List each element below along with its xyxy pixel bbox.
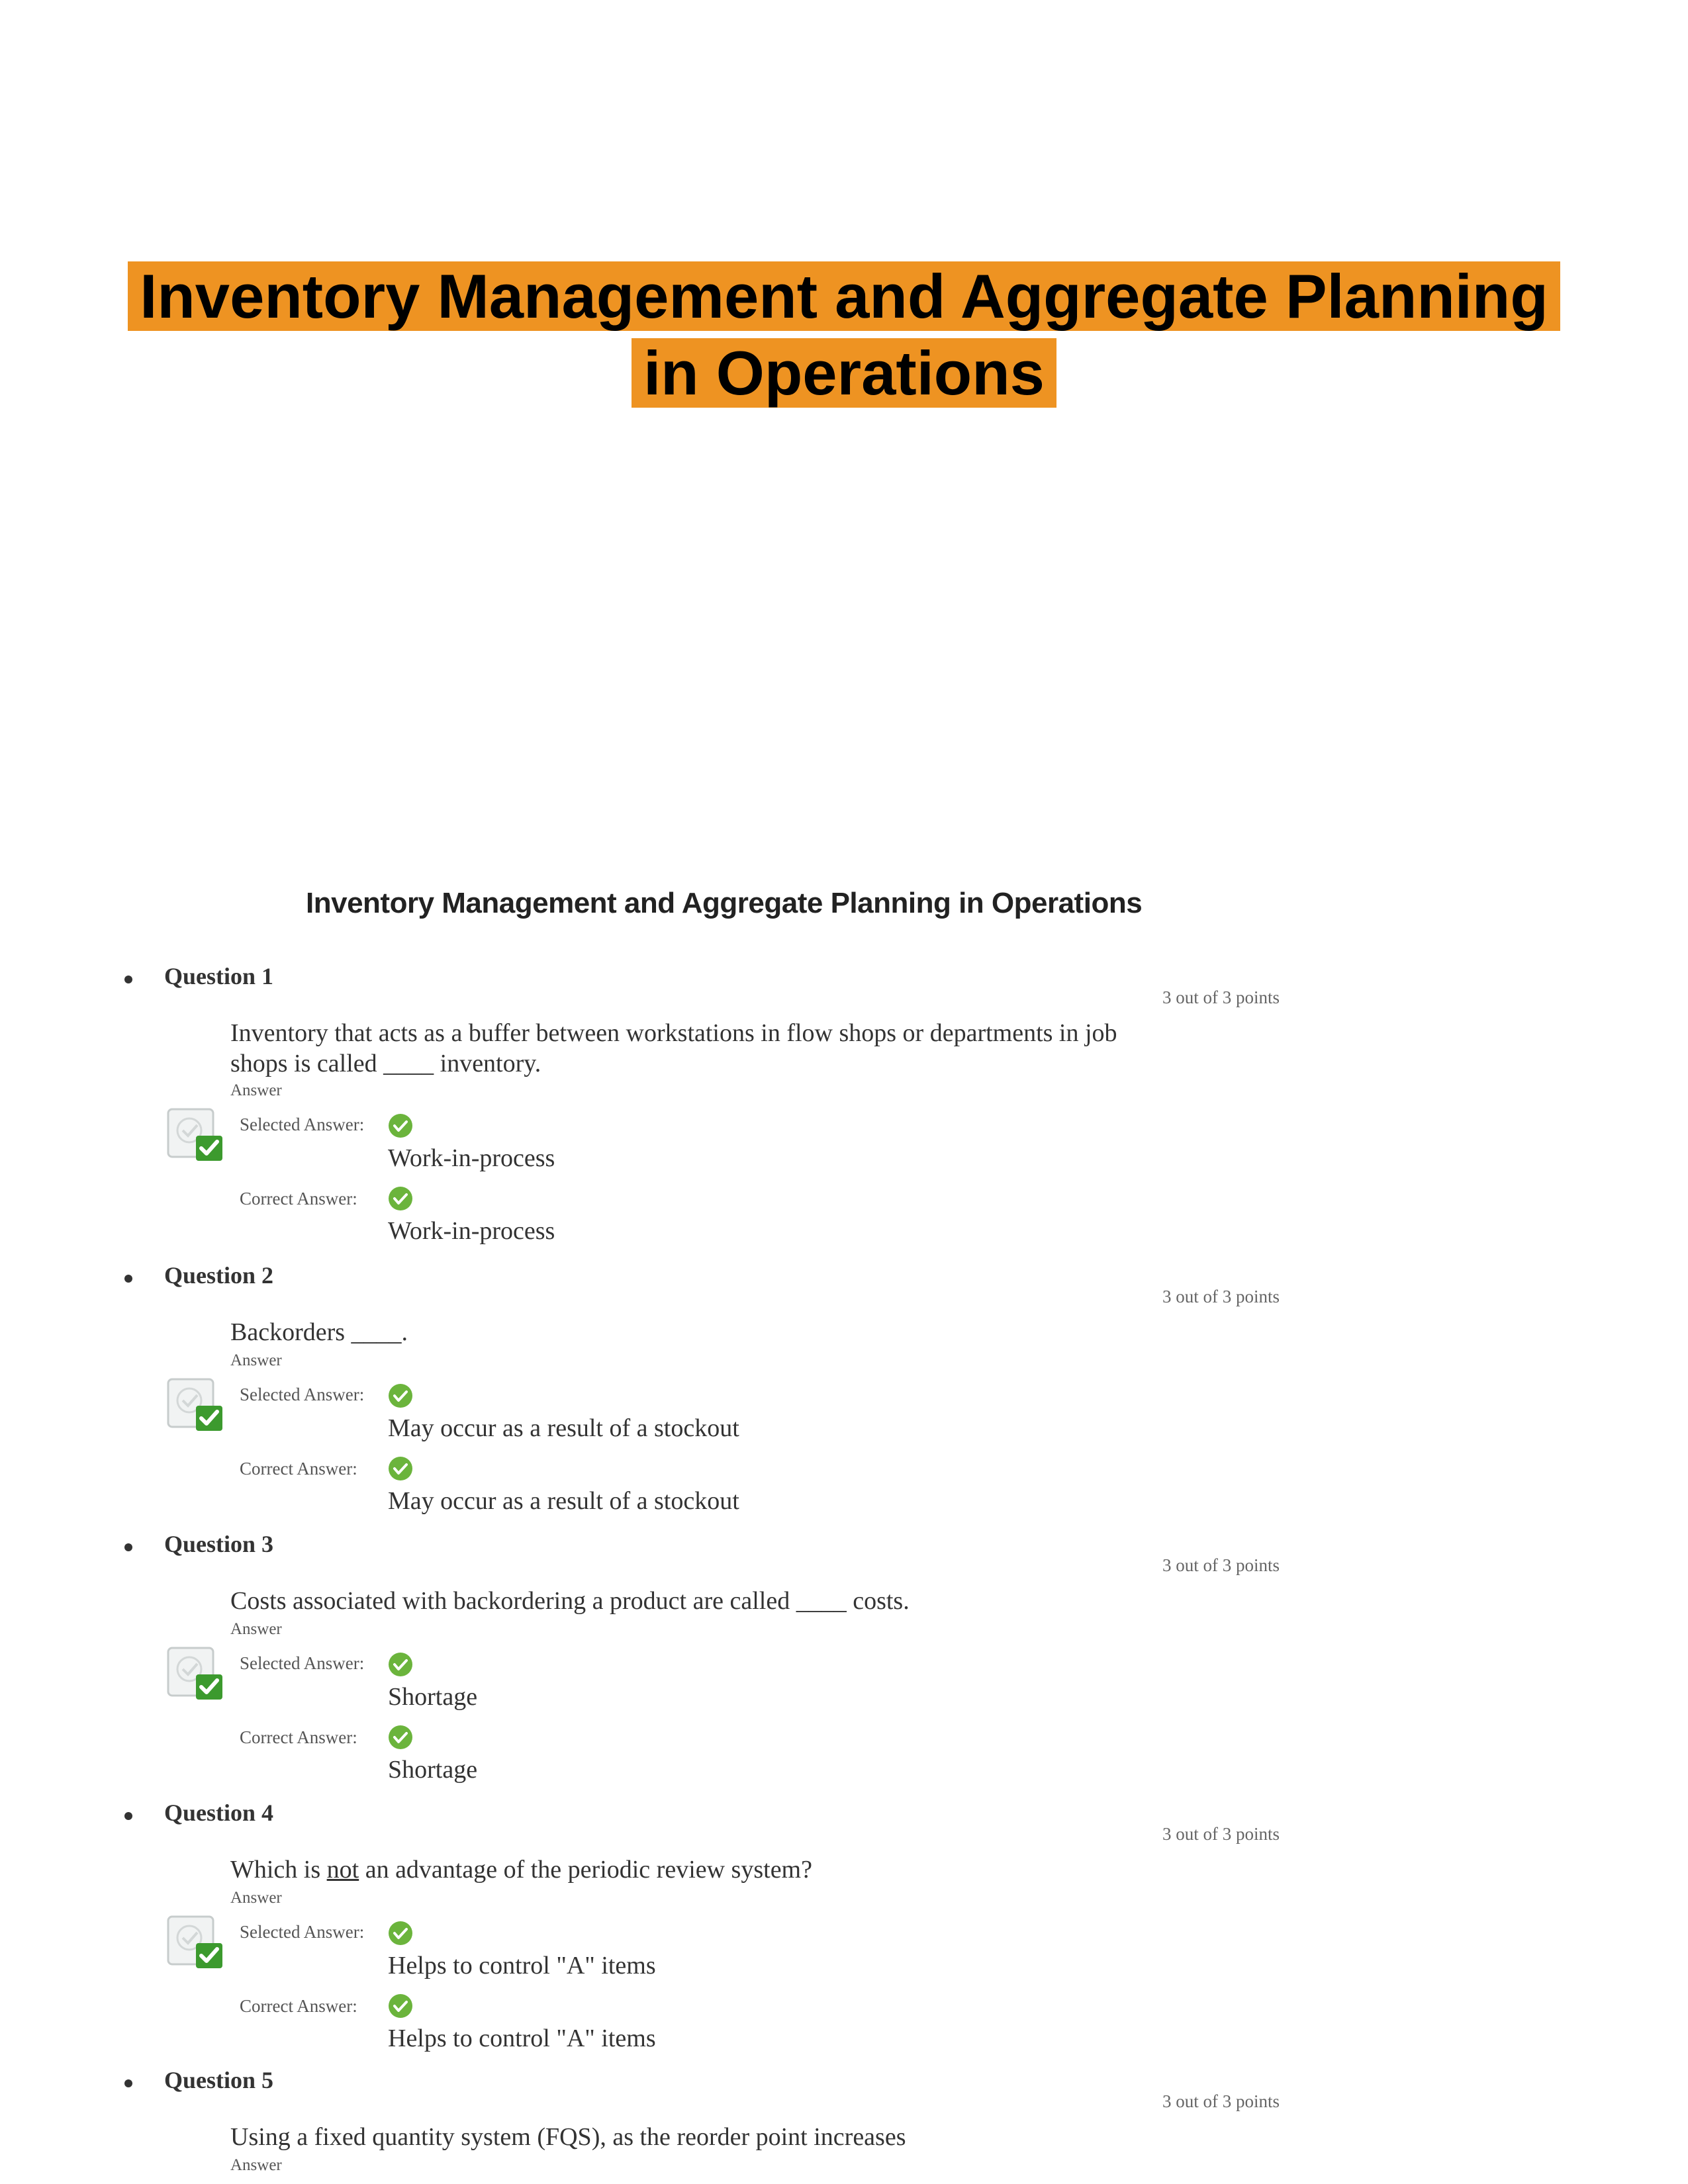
question-title: Question 3 (164, 1531, 274, 1557)
question-points: 3 out of 3 points (1162, 1287, 1280, 1306)
selected-answer-label: Selected Answer: (240, 1385, 365, 1404)
correct-answer-value: Work-in-process (388, 1217, 555, 1245)
correct-answer-label: Correct Answer: (240, 1996, 357, 2016)
question-title: Question 1 (164, 963, 274, 989)
question-text: Inventory that acts as a buffer between workstations in flow shops or departments in job shops is called ____ inventory. (230, 1019, 1117, 1077)
page-title-line-1: Inventory Management and Aggregate Planning (128, 261, 1560, 331)
bullet-icon (124, 2079, 132, 2087)
question-points: 3 out of 3 points (1162, 2091, 1280, 2111)
answer-label: Answer (230, 1351, 282, 1369)
answer-label: Answer (230, 1620, 282, 1638)
answer-label: Answer (230, 1889, 282, 1907)
bullet-icon (124, 976, 132, 983)
correct-answer-value: May occur as a result of a stockout (388, 1487, 739, 1515)
answer-label: Answer (230, 2156, 282, 2174)
selected-answer-value: Helps to control "A" items (388, 1952, 656, 1979)
graded-answer-icon (165, 1107, 225, 1163)
question-text-part: Which is (230, 1856, 327, 1884)
bullet-icon (124, 1275, 132, 1283)
question-block-4 (0, 1794, 1688, 2058)
check-circle-icon (388, 1921, 413, 1946)
question-text-part: an advantage of the periodic review system? (359, 1856, 812, 1884)
question-block-3 (0, 1525, 1688, 1790)
check-circle-icon (388, 1725, 413, 1750)
question-title: Question 4 (164, 1799, 274, 1826)
question-text: Using a fixed quantity system (FQS), as the reorder point increases (230, 2123, 906, 2151)
correct-answer-value: Shortage (388, 1756, 478, 1784)
selected-answer-label: Selected Answer: (240, 1115, 365, 1134)
graded-answer-icon (165, 1377, 225, 1433)
selected-answer-value: May occur as a result of a stockout (388, 1414, 739, 1442)
check-circle-icon (388, 1186, 413, 1211)
check-circle-icon (388, 1993, 413, 2019)
graded-answer-icon (165, 1645, 225, 1702)
page-title-line-2: in Operations (632, 338, 1056, 408)
question-text-emphasis: not (326, 1856, 359, 1884)
quiz-heading: Inventory Management and Aggregate Planning in Operations (306, 887, 1143, 919)
selected-answer-value: Shortage (388, 1683, 478, 1711)
question-block-2 (0, 1256, 1688, 1521)
check-circle-icon (388, 1456, 413, 1481)
question-title: Question 5 (164, 2067, 274, 2093)
question-points: 3 out of 3 points (1162, 1555, 1280, 1575)
selected-answer-label: Selected Answer: (240, 1653, 365, 1673)
question-title: Question 2 (164, 1262, 274, 1289)
correct-answer-label: Correct Answer: (240, 1189, 357, 1208)
question-block-5 (0, 2061, 1688, 2184)
question-text: Costs associated with backordering a product are called ____ costs. (230, 1587, 910, 1615)
check-circle-icon (388, 1383, 413, 1408)
correct-answer-label: Correct Answer: (240, 1727, 357, 1747)
answer-label: Answer (230, 1081, 282, 1099)
page-title (0, 258, 1688, 412)
question-block-1 (0, 957, 1688, 1245)
selected-answer-label: Selected Answer: (240, 1922, 365, 1942)
check-circle-icon (388, 1652, 413, 1677)
selected-answer-value: Work-in-process (388, 1144, 555, 1172)
question-points: 3 out of 3 points (1162, 1824, 1280, 1844)
graded-answer-icon (165, 1914, 225, 1971)
question-text (230, 1854, 1170, 1885)
bullet-icon (124, 1543, 132, 1551)
question-text: Backorders ____. (230, 1318, 408, 1346)
bullet-icon (124, 1812, 132, 1820)
correct-answer-label: Correct Answer: (240, 1459, 357, 1479)
question-points: 3 out of 3 points (1162, 987, 1280, 1007)
correct-answer-value: Helps to control "A" items (388, 2025, 656, 2052)
check-circle-icon (388, 1113, 413, 1138)
